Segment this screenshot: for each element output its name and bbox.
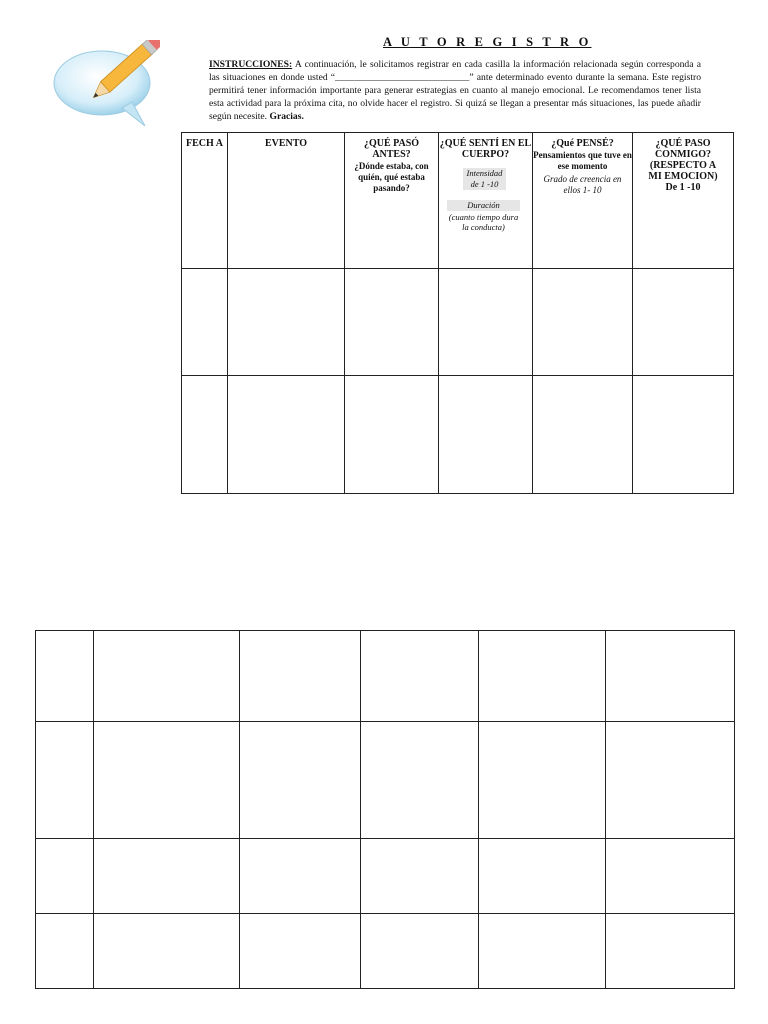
table-header-row: [182, 133, 734, 269]
cell-emocion[interactable]: [606, 914, 735, 989]
cell-antes[interactable]: [345, 376, 439, 494]
header-cuerpo-title: ¿QUÉ SENTÍ EN EL CUERPO?: [439, 138, 532, 160]
cell-antes[interactable]: [240, 839, 361, 914]
cell-pense[interactable]: [479, 631, 606, 722]
cell-cuerpo[interactable]: [439, 376, 533, 494]
header-antes-title: ¿QUÉ PASÓ ANTES?: [363, 138, 420, 160]
cell-pense[interactable]: [479, 914, 606, 989]
header-pense-sub: Pensamientos que tuve en ese momento: [533, 150, 632, 171]
cell-cuerpo[interactable]: [361, 631, 479, 722]
header-pense-title: ¿Qué PENSÉ?: [551, 138, 614, 149]
self-record-table: [181, 132, 734, 494]
table-row: [36, 914, 735, 989]
cell-emocion[interactable]: [633, 269, 734, 376]
header-pense: [533, 133, 633, 269]
instructions-thanks: Gracias.: [269, 111, 304, 122]
cell-pense[interactable]: [533, 376, 633, 494]
cell-antes[interactable]: [240, 914, 361, 989]
instructions-body: A continuación, le solicitamos registrar en cada casilla la información relacionada según corresponda a las situaciones en donde usted “____________________________” ante determinado evento durante la semana. Este registro permitirá tener información importante para generar estrategias en cuanto al manejo emocional. Le recomendamos tener lista esta actividad para la próxima cita, no olvide hacer el registro. Si quizá se llegan a presentar más situaciones, las puede añadir según necesite.: [209, 59, 701, 122]
cell-cuerpo[interactable]: [361, 914, 479, 989]
instructions-paragraph: [209, 58, 701, 123]
header-pense-italic: Grado de creencia en ellos 1- 10: [543, 174, 622, 195]
table-row: [36, 631, 735, 722]
header-emocion: ¿QUÉ PASO CONMIGO? (RESPECTO A MI EMOCION) De 1 -10: [633, 133, 734, 269]
cell-emocion[interactable]: [606, 839, 735, 914]
table-row: [36, 722, 735, 839]
table-row: [182, 269, 734, 376]
cell-fecha[interactable]: [182, 269, 228, 376]
cell-fecha[interactable]: [36, 631, 94, 722]
cell-antes[interactable]: [345, 269, 439, 376]
pencil-speech-bubble-icon: [50, 40, 160, 128]
header-antes-sub: ¿Dónde estaba, con quién, qué estaba pasando?: [354, 161, 429, 193]
cell-emocion[interactable]: [606, 722, 735, 839]
cell-evento[interactable]: [94, 914, 240, 989]
cell-emocion[interactable]: [633, 376, 734, 494]
cell-antes[interactable]: [240, 722, 361, 839]
cell-fecha[interactable]: [36, 914, 94, 989]
cell-pense[interactable]: [479, 839, 606, 914]
page-title: A U T O R E G I S T R O: [383, 35, 592, 49]
cell-fecha[interactable]: [36, 722, 94, 839]
table-row: [36, 839, 735, 914]
header-cuerpo-duration-desc: (cuanto tiempo dura la conducta): [448, 212, 519, 232]
cell-evento[interactable]: [94, 839, 240, 914]
cell-antes[interactable]: [240, 631, 361, 722]
cell-evento[interactable]: [94, 631, 240, 722]
header-cuerpo-intensity: Intensidad de 1 -10: [463, 168, 506, 190]
cell-cuerpo[interactable]: [361, 722, 479, 839]
cell-fecha[interactable]: [182, 376, 228, 494]
header-cuerpo: [439, 133, 533, 269]
header-evento: EVENTO: [228, 133, 345, 269]
cell-pense[interactable]: [479, 722, 606, 839]
cell-pense[interactable]: [533, 269, 633, 376]
cell-evento[interactable]: [228, 269, 345, 376]
cell-emocion[interactable]: [606, 631, 735, 722]
continuation-table: [35, 630, 735, 989]
cell-cuerpo[interactable]: [439, 269, 533, 376]
header-cuerpo-duration-label: Duración: [447, 200, 520, 211]
instructions-lead: INSTRUCCIONES:: [209, 59, 293, 70]
header-fecha: FECH A: [182, 133, 228, 269]
cell-evento[interactable]: [228, 376, 345, 494]
table-row: [182, 376, 734, 494]
cell-evento[interactable]: [94, 722, 240, 839]
cell-cuerpo[interactable]: [361, 839, 479, 914]
cell-fecha[interactable]: [36, 839, 94, 914]
header-antes: [345, 133, 439, 269]
